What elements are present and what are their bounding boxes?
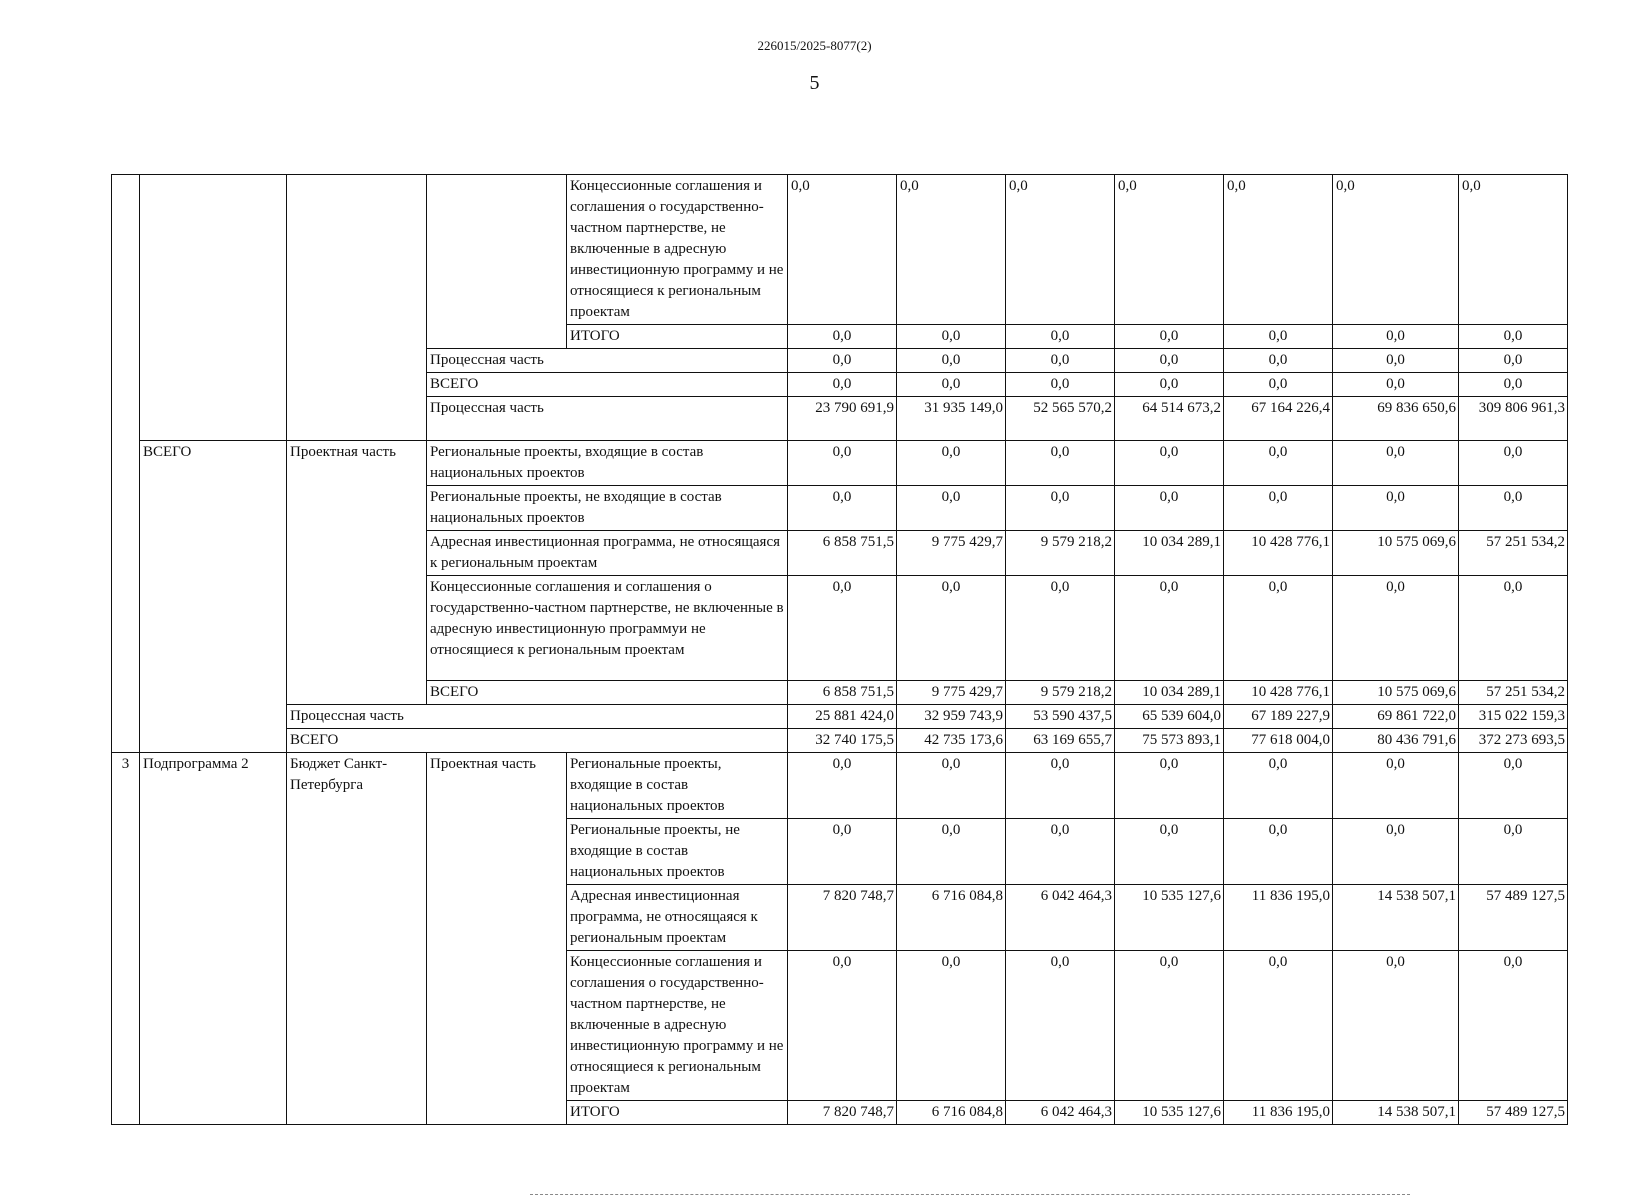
value-cell: 0,0 <box>1333 486 1459 531</box>
row-label: ВСЕГО <box>287 729 788 753</box>
value-cell: 25 881 424,0 <box>788 705 897 729</box>
value-cell: 0,0 <box>897 349 1006 373</box>
value-cell: 0,0 <box>1006 819 1115 885</box>
value-cell: 9 579 218,2 <box>1006 681 1115 705</box>
project-part-label: Проектная часть <box>287 441 427 705</box>
value-cell: 0,0 <box>1006 373 1115 397</box>
value-cell: 9 579 218,2 <box>1006 531 1115 576</box>
value-cell: 6 042 464,3 <box>1006 1101 1115 1125</box>
value-cell: 0,0 <box>897 951 1006 1101</box>
budget-table <box>111 174 1568 1125</box>
value-cell: 0,0 <box>1333 373 1459 397</box>
value-cell: 10 034 289,1 <box>1115 531 1224 576</box>
value-cell: 0,0 <box>1224 441 1333 486</box>
value-cell: 0,0 <box>897 325 1006 349</box>
value-cell: 10 428 776,1 <box>1224 681 1333 705</box>
value-cell: 0,0 <box>1115 325 1224 349</box>
value-cell: 0,0 <box>1115 819 1224 885</box>
value-cell: 0,0 <box>788 325 897 349</box>
page-number: 5 <box>809 72 820 94</box>
value-cell: 0,0 <box>1006 349 1115 373</box>
row-label: ИТОГО <box>567 1101 788 1125</box>
value-cell: 315 022 159,3 <box>1459 705 1568 729</box>
value-cell: 11 836 195,0 <box>1224 1101 1333 1125</box>
value-cell: 0,0 <box>1333 951 1459 1101</box>
row-label: Концессионные соглашения и соглашения о государственно-частном партнерстве, не включенные в адресную инвестиционную программу и не относящиеся к региональным проектам <box>567 951 788 1101</box>
value-cell: 0,0 <box>1224 951 1333 1101</box>
value-cell: 0,0 <box>897 753 1006 819</box>
value-cell: 0,0 <box>788 349 897 373</box>
project-part-label: Проектная часть <box>427 753 567 1125</box>
value-cell: 0,0 <box>1115 951 1224 1101</box>
value-cell: 0,0 <box>1115 373 1224 397</box>
value-cell: 80 436 791,6 <box>1333 729 1459 753</box>
value-cell: 0,0 <box>897 576 1006 681</box>
value-cell: 0,0 <box>1333 175 1459 325</box>
row-label: Региональные проекты, не входящие в состав национальных проектов <box>567 819 788 885</box>
value-cell: 69 861 722,0 <box>1333 705 1459 729</box>
value-cell: 0,0 <box>1224 486 1333 531</box>
value-cell: 57 251 534,2 <box>1459 681 1568 705</box>
value-cell: 67 164 226,4 <box>1224 397 1333 441</box>
value-cell: 0,0 <box>1459 373 1568 397</box>
value-cell: 6 858 751,5 <box>788 681 897 705</box>
table-row <box>112 705 1568 729</box>
value-cell: 0,0 <box>1115 753 1224 819</box>
value-cell: 0,0 <box>1224 576 1333 681</box>
value-cell: 0,0 <box>897 373 1006 397</box>
subprogram-label: Подпрограмма 2 <box>140 753 287 1125</box>
row-number: 3 <box>112 753 140 1125</box>
value-cell: 63 169 655,7 <box>1006 729 1115 753</box>
table-row <box>112 175 1568 325</box>
table-row <box>112 729 1568 753</box>
value-cell: 32 959 743,9 <box>897 705 1006 729</box>
value-cell: 0,0 <box>1006 753 1115 819</box>
part-cell <box>427 175 567 349</box>
value-cell: 0,0 <box>1115 349 1224 373</box>
value-cell: 0,0 <box>1333 819 1459 885</box>
value-cell: 57 489 127,5 <box>1459 885 1568 951</box>
value-cell: 10 034 289,1 <box>1115 681 1224 705</box>
value-cell: 0,0 <box>1115 486 1224 531</box>
row-label: Процессная часть <box>287 705 788 729</box>
value-cell: 7 820 748,7 <box>788 885 897 951</box>
value-cell: 10 535 127,6 <box>1115 885 1224 951</box>
value-cell: 0,0 <box>1459 576 1568 681</box>
program-cell <box>140 175 287 441</box>
value-cell: 372 273 693,5 <box>1459 729 1568 753</box>
value-cell: 0,0 <box>1333 349 1459 373</box>
value-cell: 6 716 084,8 <box>897 885 1006 951</box>
value-cell: 0,0 <box>1459 951 1568 1101</box>
value-cell: 42 735 173,6 <box>897 729 1006 753</box>
value-cell: 0,0 <box>1224 349 1333 373</box>
value-cell: 0,0 <box>1115 175 1224 325</box>
scan-artifact-divider <box>530 1194 1410 1197</box>
value-cell: 0,0 <box>1224 753 1333 819</box>
budget-source-label: Бюджет Санкт-Петербурга <box>287 753 427 1125</box>
value-cell: 0,0 <box>1333 325 1459 349</box>
row-label: ВСЕГО <box>427 681 788 705</box>
value-cell: 0,0 <box>788 951 897 1101</box>
table-row <box>112 441 1568 486</box>
value-cell: 0,0 <box>1006 325 1115 349</box>
row-label: Региональные проекты, входящие в состав национальных проектов <box>567 753 788 819</box>
value-cell: 0,0 <box>897 819 1006 885</box>
value-cell: 0,0 <box>788 373 897 397</box>
value-cell: 6 858 751,5 <box>788 531 897 576</box>
value-cell: 10 535 127,6 <box>1115 1101 1224 1125</box>
document-id: 226015/2025-8077(2) <box>757 38 872 53</box>
value-cell: 0,0 <box>1224 819 1333 885</box>
row-label: Процессная часть <box>427 397 788 441</box>
value-cell: 0,0 <box>1224 373 1333 397</box>
value-cell: 0,0 <box>1006 951 1115 1101</box>
value-cell: 0,0 <box>1006 486 1115 531</box>
value-cell: 0,0 <box>1333 441 1459 486</box>
value-cell: 64 514 673,2 <box>1115 397 1224 441</box>
value-cell: 53 590 437,5 <box>1006 705 1115 729</box>
value-cell: 0,0 <box>1459 819 1568 885</box>
value-cell: 6 716 084,8 <box>897 1101 1006 1125</box>
value-cell: 0,0 <box>788 441 897 486</box>
value-cell: 0,0 <box>1459 753 1568 819</box>
value-cell: 11 836 195,0 <box>1224 885 1333 951</box>
value-cell: 0,0 <box>1115 576 1224 681</box>
value-cell: 23 790 691,9 <box>788 397 897 441</box>
value-cell: 0,0 <box>788 486 897 531</box>
value-cell: 0,0 <box>1224 325 1333 349</box>
value-cell: 0,0 <box>1459 441 1568 486</box>
row-label: Адресная инвестиционная программа, не относящаяся к региональным проектам <box>427 531 788 576</box>
value-cell: 0,0 <box>788 576 897 681</box>
value-cell: 0,0 <box>1333 576 1459 681</box>
value-cell: 75 573 893,1 <box>1115 729 1224 753</box>
value-cell: 10 575 069,6 <box>1333 531 1459 576</box>
source-cell <box>287 175 427 441</box>
budget-table-wrapper <box>111 174 1568 1125</box>
row-label: ВСЕГО <box>427 373 788 397</box>
row-label: ИТОГО <box>567 325 788 349</box>
value-cell: 9 775 429,7 <box>897 531 1006 576</box>
value-cell: 9 775 429,7 <box>897 681 1006 705</box>
value-cell: 14 538 507,1 <box>1333 885 1459 951</box>
value-cell: 0,0 <box>1459 349 1568 373</box>
value-cell: 77 618 004,0 <box>1224 729 1333 753</box>
program-total-label: ВСЕГО <box>140 441 287 753</box>
value-cell: 309 806 961,3 <box>1459 397 1568 441</box>
value-cell: 67 189 227,9 <box>1224 705 1333 729</box>
value-cell: 0,0 <box>1006 175 1115 325</box>
value-cell: 0,0 <box>1459 486 1568 531</box>
value-cell: 0,0 <box>897 486 1006 531</box>
value-cell: 0,0 <box>897 175 1006 325</box>
value-cell: 0,0 <box>1224 175 1333 325</box>
value-cell: 0,0 <box>1459 325 1568 349</box>
value-cell: 0,0 <box>1006 576 1115 681</box>
value-cell: 7 820 748,7 <box>788 1101 897 1125</box>
value-cell: 0,0 <box>1459 175 1568 325</box>
value-cell: 0,0 <box>788 753 897 819</box>
value-cell: 0,0 <box>1333 753 1459 819</box>
value-cell: 0,0 <box>1006 441 1115 486</box>
row-label: Адресная инвестиционная программа, не относящаяся к региональным проектам <box>567 885 788 951</box>
value-cell: 52 565 570,2 <box>1006 397 1115 441</box>
value-cell: 14 538 507,1 <box>1333 1101 1459 1125</box>
row-number-cell <box>112 175 140 753</box>
table-row <box>112 753 1568 819</box>
value-cell: 10 428 776,1 <box>1224 531 1333 576</box>
value-cell: 57 251 534,2 <box>1459 531 1568 576</box>
row-label: Процессная часть <box>427 349 788 373</box>
value-cell: 0,0 <box>1115 441 1224 486</box>
row-label: Концессионные соглашения и соглашения о государственно-частном партнерстве, не включенные в адресную инвестиционную программу и не относящиеся к региональным проектам <box>567 175 788 325</box>
value-cell: 57 489 127,5 <box>1459 1101 1568 1125</box>
value-cell: 31 935 149,0 <box>897 397 1006 441</box>
value-cell: 10 575 069,6 <box>1333 681 1459 705</box>
value-cell: 69 836 650,6 <box>1333 397 1459 441</box>
row-label: Концессионные соглашения и соглашения о государственно-частном партнерстве, не включенные в адресную инвестиционную программуи не относящиеся к региональным проектам <box>427 576 788 681</box>
value-cell: 0,0 <box>788 175 897 325</box>
value-cell: 65 539 604,0 <box>1115 705 1224 729</box>
value-cell: 32 740 175,5 <box>788 729 897 753</box>
row-label: Региональные проекты, входящие в состав национальных проектов <box>427 441 788 486</box>
row-label: Региональные проекты, не входящие в состав национальных проектов <box>427 486 788 531</box>
value-cell: 0,0 <box>788 819 897 885</box>
value-cell: 6 042 464,3 <box>1006 885 1115 951</box>
value-cell: 0,0 <box>897 441 1006 486</box>
